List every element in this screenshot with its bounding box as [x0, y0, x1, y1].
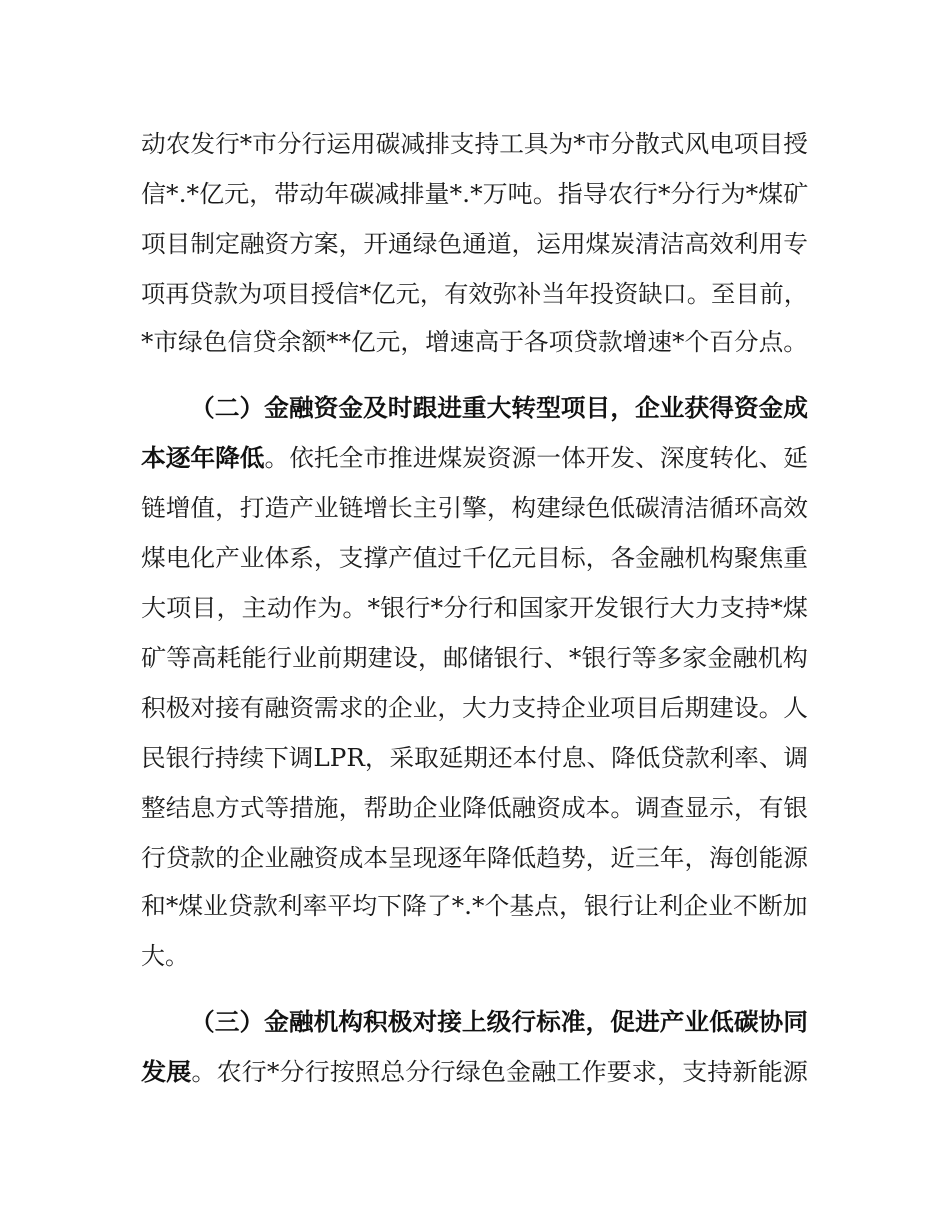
body-text: 项目制定融资方案，开通绿色通道，运用煤炭清洁高效利用专 — [141, 230, 808, 258]
section-heading-2: （二）金融资金及时跟进重大转型项目，企业获得资金成 — [190, 394, 808, 422]
body-text: 积极对接有融资需求的企业，大力支持企业项目后期建设。人 — [141, 694, 808, 722]
body-text: 和*煤业贷款利率平均下降了*.*个基点，银行让利企业不断加 — [141, 892, 808, 920]
body-line — [141, 688, 808, 728]
body-line — [141, 174, 808, 214]
body-text: *市绿色信贷余额**亿元，增速高于各项贷款增速*个百分点。 — [141, 328, 808, 356]
body-line — [141, 224, 808, 264]
section-heading-line — [190, 1002, 808, 1042]
body-text: 矿等高耗能行业前期建设，邮储银行、*银行等多家金融机构 — [141, 644, 808, 672]
section-heading-2-end: 本逐年降低 — [141, 444, 265, 472]
section-heading-3: （三）金融机构积极对接上级行标准，促进产业低碳协同 — [190, 1008, 808, 1036]
body-line — [141, 588, 808, 628]
body-line — [141, 438, 808, 478]
section-heading-3-end: 发展 — [141, 1058, 192, 1086]
body-text: 煤电化产业体系，支撑产值过千亿元目标，各金融机构聚焦重 — [141, 544, 808, 572]
body-text: 民银行持续下调LPR，采取延期还本付息、降低贷款利率、调 — [141, 744, 809, 772]
body-line — [141, 322, 808, 362]
body-line — [141, 838, 808, 878]
body-text: 信*.*亿元，带动年碳减排量*.*万吨。指导农行*分行为*煤矿 — [141, 180, 809, 208]
body-line — [141, 886, 808, 926]
body-line — [141, 738, 808, 778]
body-text: 动农发行*市分行运用碳减排支持工具为*市分散式风电项目授 — [141, 130, 808, 158]
body-line — [141, 538, 808, 578]
body-text: 。农行*分行按照总分行绿色金融工作要求，支持新能源 — [191, 1058, 808, 1086]
body-text: 行贷款的企业融资成本呈现逐年降低趋势，近三年，海创能源 — [141, 844, 808, 872]
body-text: 大项目，主动作为。*银行*分行和国家开发银行大力支持*煤 — [141, 594, 808, 622]
body-text: 项再贷款为项目授信*亿元，有效弥补当年投资缺口。至目前， — [141, 280, 808, 308]
body-line — [141, 936, 189, 976]
body-line — [141, 638, 808, 678]
body-line — [141, 274, 808, 314]
section-heading-line — [190, 388, 808, 428]
body-text: 链增值，打造产业链增长主引擎，构建绿色低碳清洁循环高效 — [141, 494, 808, 522]
body-line — [141, 788, 808, 828]
body-line — [141, 1052, 808, 1092]
body-text: 。依托全市推进煤炭资源一体开发、深度转化、延 — [264, 444, 808, 472]
body-line — [141, 124, 808, 164]
body-line — [141, 488, 808, 528]
body-text: 整结息方式等措施，帮助企业降低融资成本。调查显示，有银 — [141, 794, 808, 822]
body-text: 大。 — [141, 942, 189, 970]
